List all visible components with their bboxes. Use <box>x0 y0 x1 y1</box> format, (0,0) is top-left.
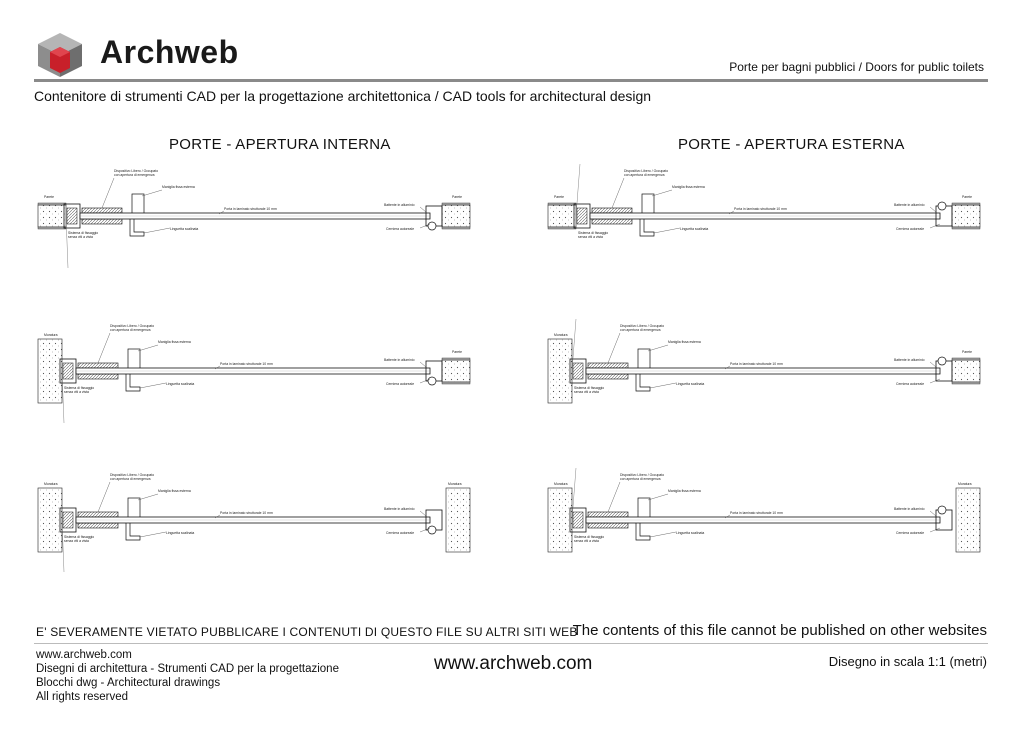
drawing-label: Maniglia fissa esterna <box>668 340 701 344</box>
drawing-label: senza viti a vista <box>64 390 89 394</box>
drawing-label: con apertura di emergenza <box>114 173 155 177</box>
wall-label: Parete <box>962 195 972 199</box>
drawing-label: Linguetta scalinata <box>676 382 705 386</box>
drawing-label: con apertura di emergenza <box>620 477 661 481</box>
footer-info <box>36 648 339 704</box>
drawing-label: Maniglia fissa esterna <box>162 185 195 189</box>
drawing-label: Porta in laminato strutturale 10 mm <box>730 362 783 366</box>
drawing-label: Maniglia fissa esterna <box>158 340 191 344</box>
drawing-label: Battente in alluminio <box>384 203 415 207</box>
drawing-label: Sistema di fissaggio <box>64 535 95 539</box>
drawing-label: Cerniera autoreale <box>896 227 925 231</box>
door-detail <box>548 164 980 239</box>
warning-english: The contents of this file cannot be published on other websites <box>572 622 987 639</box>
door-detail <box>38 324 470 423</box>
drawing-label: Linguetta scalinata <box>166 382 195 386</box>
drawing-label: senza viti a vista <box>574 390 599 394</box>
drawing-label: Porta in laminato strutturale 10 mm <box>220 511 273 515</box>
drawing-label: Dispositivo Libero / Occupato <box>620 473 665 477</box>
footer-line-1: www.archweb.com <box>36 649 132 661</box>
drawing-label: senza viti a vista <box>68 235 93 239</box>
drawing-label: Sistema di fissaggio <box>68 231 99 235</box>
drawing-label: Cerniera autoreale <box>896 531 925 535</box>
drawing-label: Maniglia fissa esterna <box>672 185 705 189</box>
drawing-label: Dispositivo Libero / Occupato <box>110 324 155 328</box>
scale-note: Disegno in scala 1:1 (metri) <box>828 654 987 669</box>
drawing-label: Dispositivo Libero / Occupato <box>114 169 159 173</box>
drawing-label: Dispositivo Libero / Occupato <box>624 169 669 173</box>
drawing-label: Battente in alluminio <box>894 358 925 362</box>
drawing-label: Battente in alluminio <box>384 507 415 511</box>
drawing-label: Linguetta scalinata <box>166 531 195 535</box>
footer-line-2: Disegni di architettura - Strumenti CAD per la progettazione <box>36 663 339 675</box>
drawing-label: Porta in laminato strutturale 10 mm <box>734 207 787 211</box>
wall-label: Parete <box>44 195 54 199</box>
drawing-label: senza viti a vista <box>578 235 603 239</box>
drawing-label: Battente in alluminio <box>894 203 925 207</box>
wall-label: Muratura <box>554 333 568 337</box>
drawing-label: Sistema di fissaggio <box>64 386 95 390</box>
drawing-label: Porta in laminato strutturale 10 mm <box>730 511 783 515</box>
subtitle: Contenitore di strumenti CAD per la progettazione architettonica / CAD tools for architectural design <box>34 88 652 104</box>
wall-label: Muratura <box>44 482 58 486</box>
drawing-label: Cerniera autoreale <box>386 531 415 535</box>
drawing-label: Maniglia fissa esterna <box>668 489 701 493</box>
door-detail <box>38 473 470 572</box>
drawing-label: Maniglia fissa esterna <box>158 489 191 493</box>
door-detail <box>38 169 470 268</box>
right-column-title: PORTE - APERTURA ESTERNA <box>678 136 905 153</box>
wall-label: Muratura <box>44 333 58 337</box>
drawing-label: Sistema di fissaggio <box>574 386 605 390</box>
drawing-label: Battente in alluminio <box>384 358 415 362</box>
warning-italian: E' SEVERAMENTE VIETATO PUBBLICARE I CONTENUTI DI QUESTO FILE SU ALTRI SITI WEB <box>36 625 578 639</box>
drawing-label: Battente in alluminio <box>894 507 925 511</box>
drawing-label: senza viti a vista <box>64 539 89 543</box>
drawing-label: con apertura di emergenza <box>624 173 665 177</box>
drawing-label: Linguetta scalinata <box>680 227 709 231</box>
drawing-label: con apertura di emergenza <box>110 477 151 481</box>
drawing-label: Linguetta scalinata <box>170 227 199 231</box>
footer-site-link[interactable]: www.archweb.com <box>434 653 593 674</box>
footer-rule <box>34 643 988 644</box>
drawing-label: Porta in laminato strutturale 10 mm <box>220 362 273 366</box>
door-detail <box>548 468 980 552</box>
wall-label: Muratura <box>958 482 972 486</box>
drawing-label: Sistema di fissaggio <box>574 535 605 539</box>
wall-label: Parete <box>452 350 462 354</box>
drawing-label: Dispositivo Libero / Occupato <box>110 473 155 477</box>
wall-label: Muratura <box>554 482 568 486</box>
drawing-label: Sistema di fissaggio <box>578 231 609 235</box>
left-column-title: PORTE - APERTURA INTERNA <box>169 136 391 153</box>
drawing-label: senza viti a vista <box>574 539 599 543</box>
wall-label: Parete <box>962 350 972 354</box>
drawing-label: con apertura di emergenza <box>110 328 151 332</box>
footer-line-4: All rights reserved <box>36 691 129 703</box>
drawing-label: Dispositivo Libero / Occupato <box>620 324 665 328</box>
wall-label: Parete <box>452 195 462 199</box>
brand-name: Archweb <box>100 34 239 70</box>
drawing-label: Cerniera autoreale <box>386 227 415 231</box>
drawing-label: Porta in laminato strutturale 10 mm <box>224 207 277 211</box>
drawing-label: Cerniera autoreale <box>386 382 415 386</box>
footer-line-3: Blocchi dwg - Architectural drawings <box>36 677 221 689</box>
drawing-label: Linguetta scalinata <box>676 531 705 535</box>
door-detail <box>548 319 980 403</box>
wall-label: Muratura <box>448 482 462 486</box>
wall-label: Parete <box>554 195 564 199</box>
drawing-label: Cerniera autoreale <box>896 382 925 386</box>
drawing-label: con apertura di emergenza <box>620 328 661 332</box>
page-title: Porte per bagni pubblici / Doors for public toilets <box>729 60 984 74</box>
